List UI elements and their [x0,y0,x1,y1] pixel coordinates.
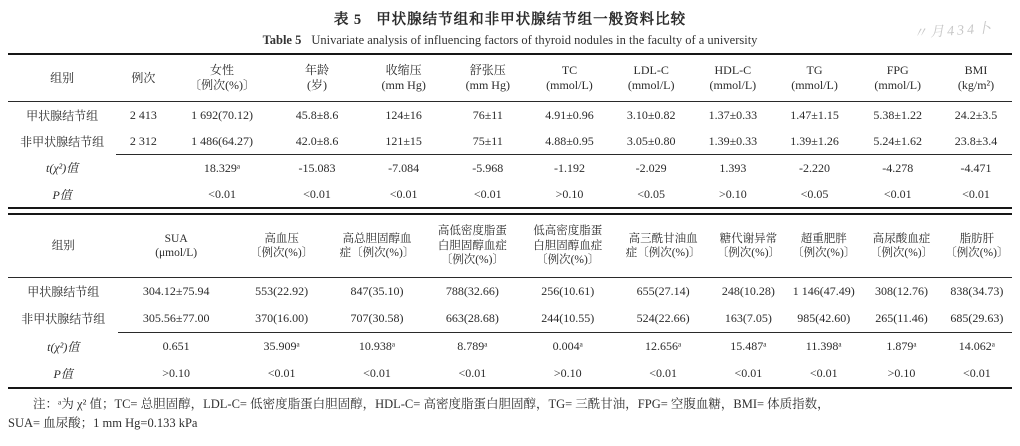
table-cell: 1.47±1.15 [790,107,839,122]
table-cell [116,155,170,182]
table-cell: <0.05 [800,186,829,201]
column-header: 高血压 〔例次(%)〕 [249,232,314,259]
column-header: 组别 [51,239,75,252]
table-cell: -4.278 [855,155,940,182]
table-cell: 14.062ᵃ [942,333,1012,361]
table-cell: 1.879ᵃ [861,333,941,361]
table-cell: 1 692(70.12) [191,107,254,122]
row-label: t(χ²)值 [46,161,79,176]
table-cell: 1.39±0.33 [708,133,758,148]
table-cell: 5.38±1.22 [873,107,922,122]
column-header: 组别 [50,70,75,85]
table-cell: 3.05±0.80 [626,133,676,148]
prevalence-data-table [8,213,1012,389]
table-cell [116,181,170,208]
row-label: 非甲状腺结节组 [21,312,106,327]
table-cell: >0.10 [887,366,916,380]
table-cell: 265(11.46) [875,311,928,325]
general-data-table [8,55,1012,209]
table-cell: 0.651 [118,333,233,361]
table-cell: 707(30.58) [350,311,404,325]
table-cell: 0.004ᵃ [520,333,615,361]
column-header: 收缩压 (mm Hg) [381,63,426,92]
table-cell: <0.01 [389,186,418,201]
table-cell: 1 146(47.49) [792,284,855,298]
row-label: P值 [52,187,72,202]
table-cell: 75±11 [472,133,503,148]
table-cell: 985(42.60) [797,311,851,325]
table-row [8,128,1012,155]
table-title-en [8,33,1012,48]
row-label: P值 [53,367,73,381]
table-cell: 4.88±0.95 [545,133,594,148]
table-cell: -2.029 [610,155,692,182]
table-cell: 163(7.05) [724,311,772,325]
column-header: TG (mmol/L) [791,63,838,92]
column-header: FPG (mmol/L) [874,63,922,92]
table-row [8,278,1012,306]
table-cell: >0.10 [555,186,584,201]
table-title-zh-text: 甲状腺结节组和非甲状腺结节组一般资料比较 [376,12,687,28]
column-header: 高低密度脂蛋 白胆固醇血症 〔例次(%)〕 [437,225,507,267]
table-row [8,102,1012,129]
table-number-en: Table 5 [262,33,302,47]
table-cell: <0.01 [473,186,502,201]
table-cell: <0.01 [962,366,991,380]
table-cell: <0.01 [458,366,487,380]
handwritten-annotation: 〃月434卜 [912,21,995,42]
table-cell: 1 486(64.27) [191,133,254,148]
column-header: 超重肥胖 〔例次(%)〕 [792,232,856,259]
row-label: t(χ²)值 [47,339,80,354]
table-cell: <0.01 [883,186,912,201]
table-cell: -7.084 [360,155,447,182]
table-cell: 12.656ᵃ [615,333,710,361]
table-cell: 42.0±8.6 [295,133,339,148]
table-cell: 121±15 [385,133,422,148]
table-cell: -15.083 [274,155,361,182]
table-cell: 308(12.76) [875,284,929,298]
table-cell: 655(27.14) [636,284,690,298]
table-cell: 370(16.00) [255,311,309,325]
table-cell: -5.968 [447,155,529,182]
row-label: 甲状腺结节组 [27,285,100,299]
column-header: BMI (kg/m²) [957,63,995,92]
table-cell: 2 312 [129,133,157,148]
table-row [8,155,1012,182]
table-cell: 45.8±8.6 [295,107,339,122]
table-cell: 2 413 [129,107,157,122]
table-cell: -1.192 [529,155,611,182]
table-cell: -2.220 [774,155,856,182]
table-row [8,333,1012,361]
column-header: 高总胆固醇血 症〔例次(%)〕 [339,232,415,259]
table-cell: <0.01 [208,186,236,201]
column-header: 高三酰甘油血 症〔例次(%)〕 [625,232,701,259]
table-number-zh: 表 5 [333,12,363,28]
column-header: 糖代谢异常 〔例次(%)〕 [716,232,781,259]
table-cell: 304.12±75.94 [142,284,210,298]
table-cell: 685(29.63) [950,311,1004,325]
table-cell: 524(22.66) [636,311,690,325]
table-cell: >0.10 [162,366,191,380]
table-cell: 1.37±0.33 [708,107,758,122]
table-cell: 256(10.61) [541,284,595,298]
table-cell: <0.01 [962,186,990,201]
table-cell: 5.24±1.62 [873,133,922,148]
table-row [8,305,1012,333]
column-header: LDL-C (mmol/L) [627,63,675,92]
table-cell: 1.39±1.26 [790,133,839,148]
table-cell: 18.329ᵃ [170,155,273,182]
table-cell: <0.05 [637,186,666,201]
table-cell: -4.471 [940,155,1012,182]
footnote-line-1: 注：ᵃ为 χ² 值；TC= 总胆固醇，LDL-C= 低密度脂蛋白胆固醇，HDL-C= 高密度脂蛋白胆固醇，TG= 三酰甘油，FPG= 空腹血糖，BMI= 体质指数， [33,397,830,411]
column-header: 年龄 (岁) [305,63,330,92]
table-cell: 10.938ᵃ [329,333,424,361]
table-cell: 248(10.28) [721,284,775,298]
column-header: 例次 [131,70,156,85]
table-cell: 3.10±0.82 [626,107,676,122]
table-cell: <0.01 [267,366,296,380]
table-cell: 124±16 [385,107,422,122]
table-cell: 11.398ᵃ [786,333,861,361]
column-header: 女性 〔例次(%)〕 [189,63,256,92]
column-header: HDL-C (mmol/L) [709,63,757,92]
column-header: SUA (μmol/L) [155,232,198,259]
table-cell: 847(35.10) [350,284,404,298]
table-cell: <0.01 [649,366,677,380]
table-cell: >0.10 [718,186,747,201]
table-cell: 35.909ᵃ [234,333,329,361]
table-cell: <0.01 [809,366,838,380]
table-row [8,181,1012,208]
table-cell: 4.91±0.96 [545,107,594,122]
table-title-zh [8,8,1012,29]
table-footnote [8,395,1012,434]
table-row [8,360,1012,388]
table-cell: 15.487ᵃ [711,333,786,361]
table-cell: 305.56±77.00 [142,311,210,325]
table-cell: 663(28.68) [445,311,499,325]
table-cell: 8.789ᵃ [425,333,520,361]
column-header: TC (mmol/L) [546,63,593,92]
table-cell: 244(10.55) [541,311,595,325]
table-cell: <0.01 [303,186,331,201]
table-title-en-text: Univariate analysis of influencing factors of thyroid nodules in the faculty of a university [311,33,758,47]
row-label: 非甲状腺结节组 [20,134,105,149]
table-cell: 788(32.66) [445,284,499,298]
table-cell: <0.01 [734,366,763,380]
column-header: 舒张压 (mm Hg) [465,63,510,92]
table-cell: <0.01 [363,366,391,380]
table-cell: 838(34.73) [950,284,1004,298]
column-header: 高尿酸血症 〔例次(%)〕 [869,232,934,259]
table-cell: 24.2±3.5 [954,107,998,122]
column-header: 脂肪肝 〔例次(%)〕 [945,232,1009,259]
footnote-line-2: SUA= 血尿酸；1 mm Hg=0.133 kPa [8,416,198,431]
column-header: 低高密度脂蛋 白胆固醇血症 〔例次(%)〕 [533,225,603,267]
table-cell: >0.10 [553,366,582,380]
table-cell: 23.8±3.4 [954,133,998,148]
table-cell: 76±11 [472,107,503,122]
table-cell: 1.393 [692,155,774,182]
table-cell: 553(22.92) [255,284,309,298]
row-label: 甲状腺结节组 [26,108,99,123]
